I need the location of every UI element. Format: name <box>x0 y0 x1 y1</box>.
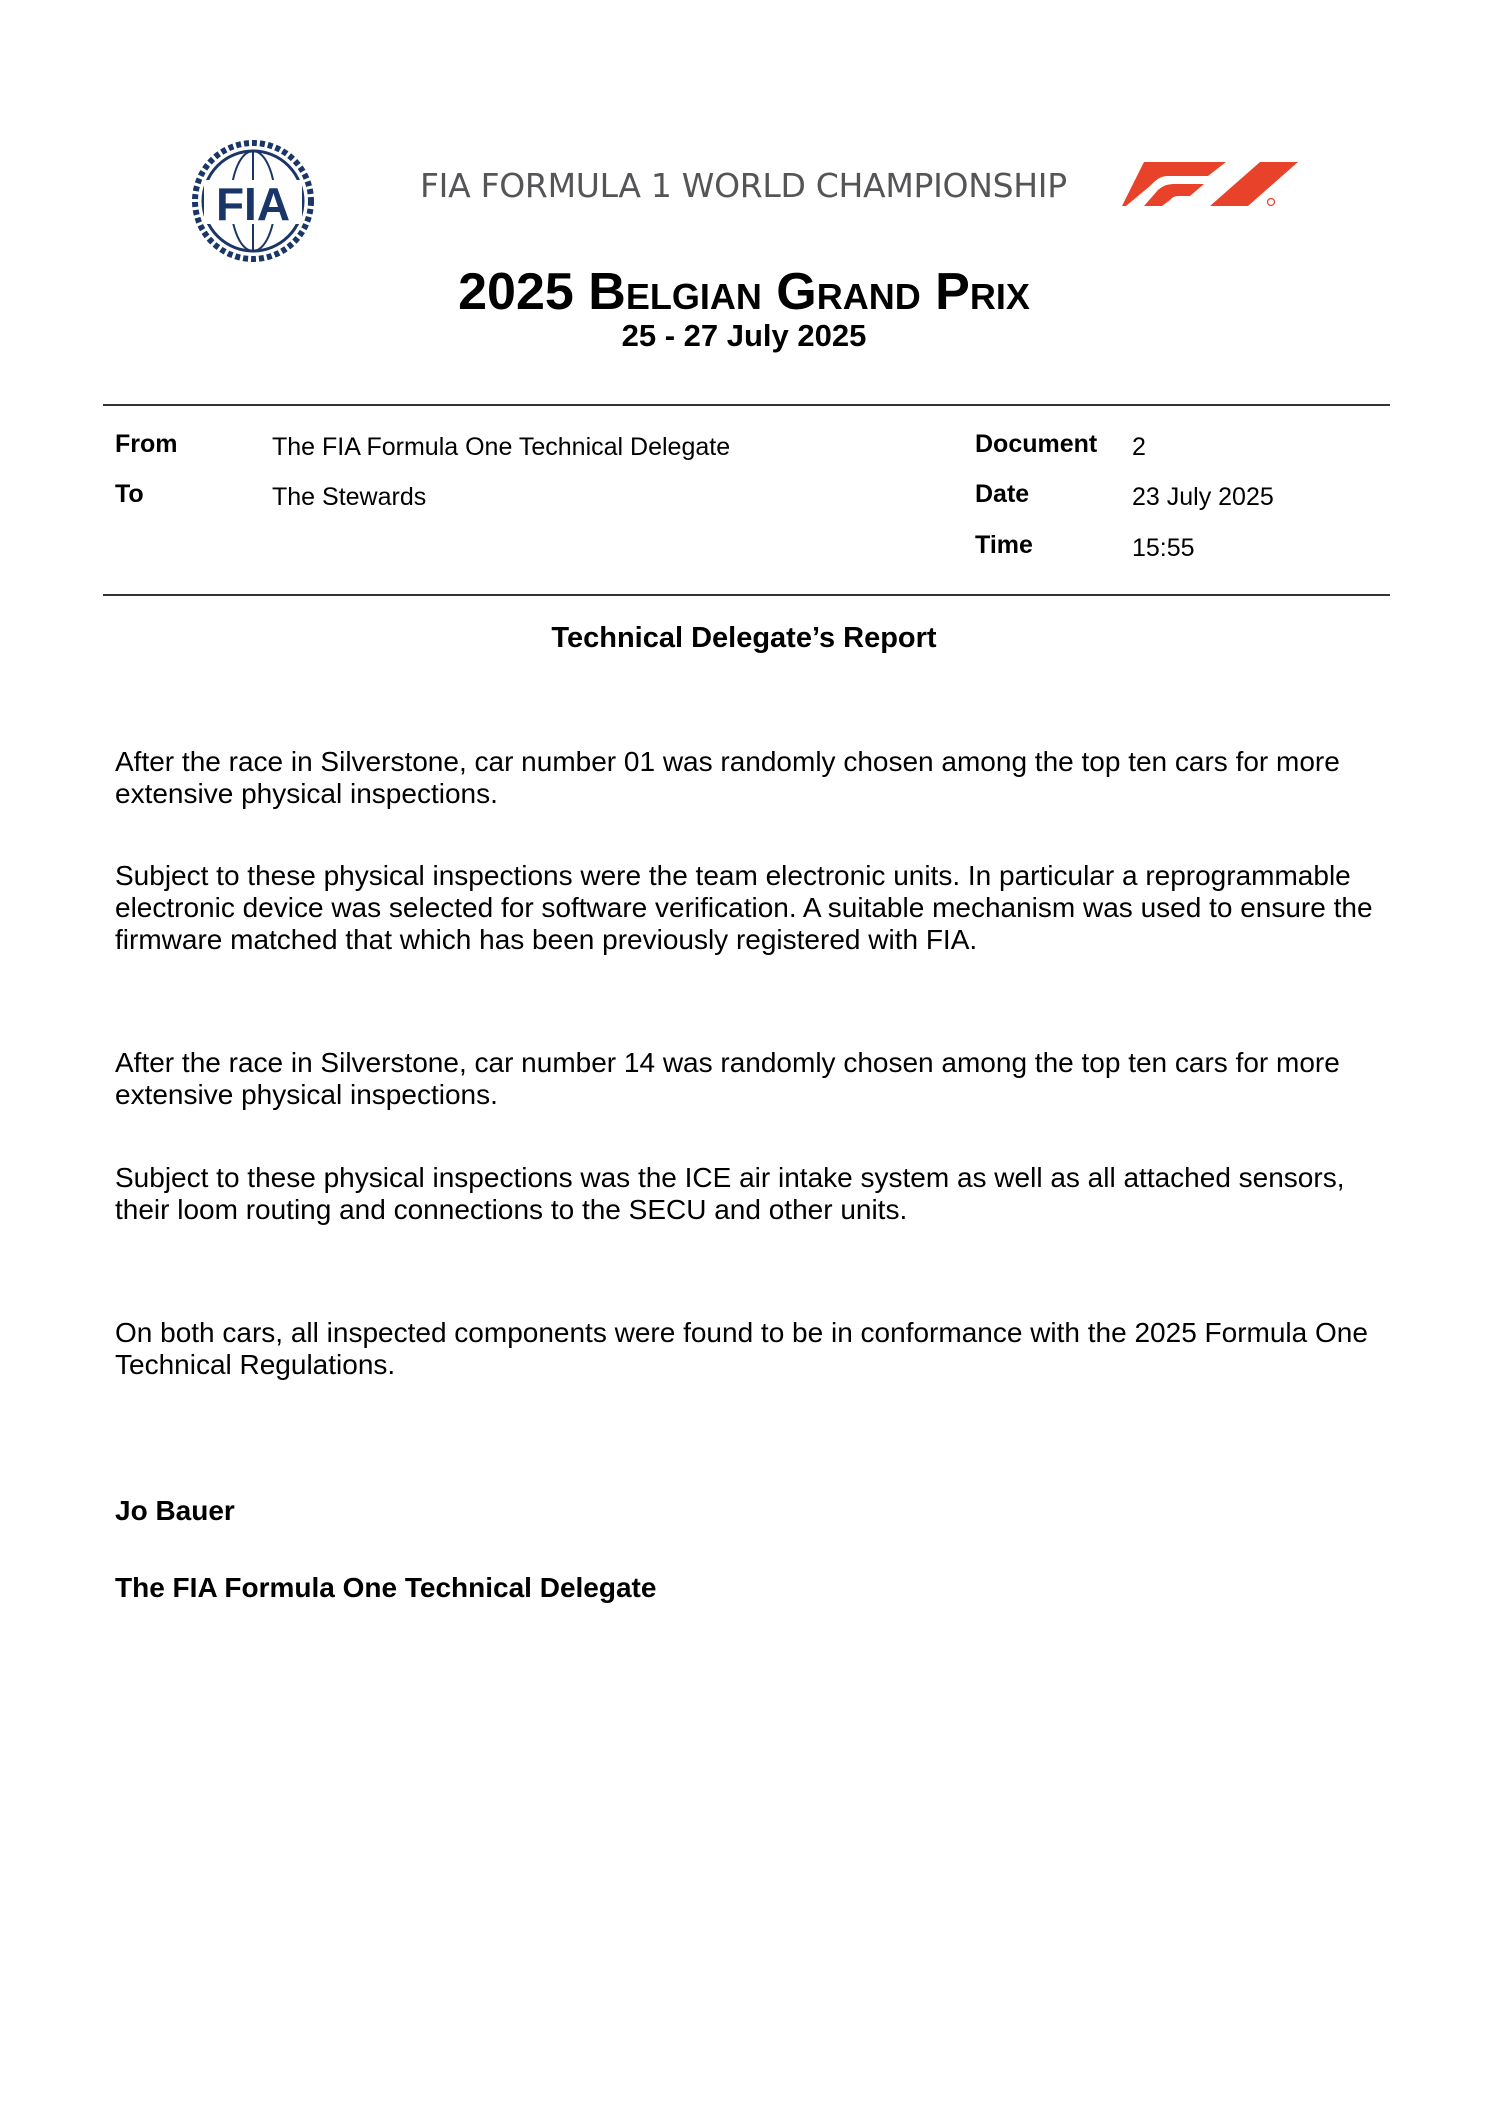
document-label: Document <box>975 430 1098 458</box>
fia-logo-text: FIA <box>215 178 291 230</box>
championship-title: FIA FORMULA 1 WORLD CHAMPIONSHIP <box>420 166 1067 205</box>
report-paragraph: After the race in Silverstone, car number 14 was randomly chosen among the top ten cars for more extensive physical inspections. <box>115 1047 1340 1110</box>
to-label: To <box>115 480 144 508</box>
report-paragraph: On both cars, all inspected components were found to be in conformance with the 2025 Formula One Technical Regulations. <box>115 1317 1368 1380</box>
fia-logo-icon <box>190 138 316 264</box>
signature-name: Jo Bauer <box>115 1495 235 1526</box>
time-label: Time <box>975 531 1033 559</box>
report-paragraph: Subject to these physical inspections was the ICE air intake system as well as all attached sensors, their loom routing and connections to the SECU and other units. <box>115 1162 1345 1225</box>
report-paragraph: Subject to these physical inspections were the team electronic units. In particular a reprogrammable electronic device was selected for software verification. A suitable mechanism was used to ensure the firmware matched that which has been previously registered with FIA. <box>115 860 1373 955</box>
f1-logo-icon <box>1120 158 1300 210</box>
to-value: The Stewards <box>272 483 427 511</box>
report-paragraph: After the race in Silverstone, car number 01 was randomly chosen among the top ten cars for more extensive physical inspections. <box>115 746 1340 809</box>
event-dates: 25 - 27 July 2025 <box>621 318 867 353</box>
header-divider-top <box>103 404 1390 406</box>
from-label: From <box>115 430 178 458</box>
date-value: 23 July 2025 <box>1132 483 1274 511</box>
signature-title: The FIA Formula One Technical Delegate <box>115 1572 657 1603</box>
report-title: Technical Delegate’s Report <box>551 622 937 654</box>
from-value: The FIA Formula One Technical Delegate <box>272 433 731 461</box>
header-divider-bottom <box>103 594 1390 596</box>
event-title: 2025 Belgian Grand Prix <box>458 263 1030 321</box>
time-value: 15:55 <box>1132 534 1195 562</box>
document-value: 2 <box>1132 433 1146 461</box>
date-label: Date <box>975 480 1030 508</box>
